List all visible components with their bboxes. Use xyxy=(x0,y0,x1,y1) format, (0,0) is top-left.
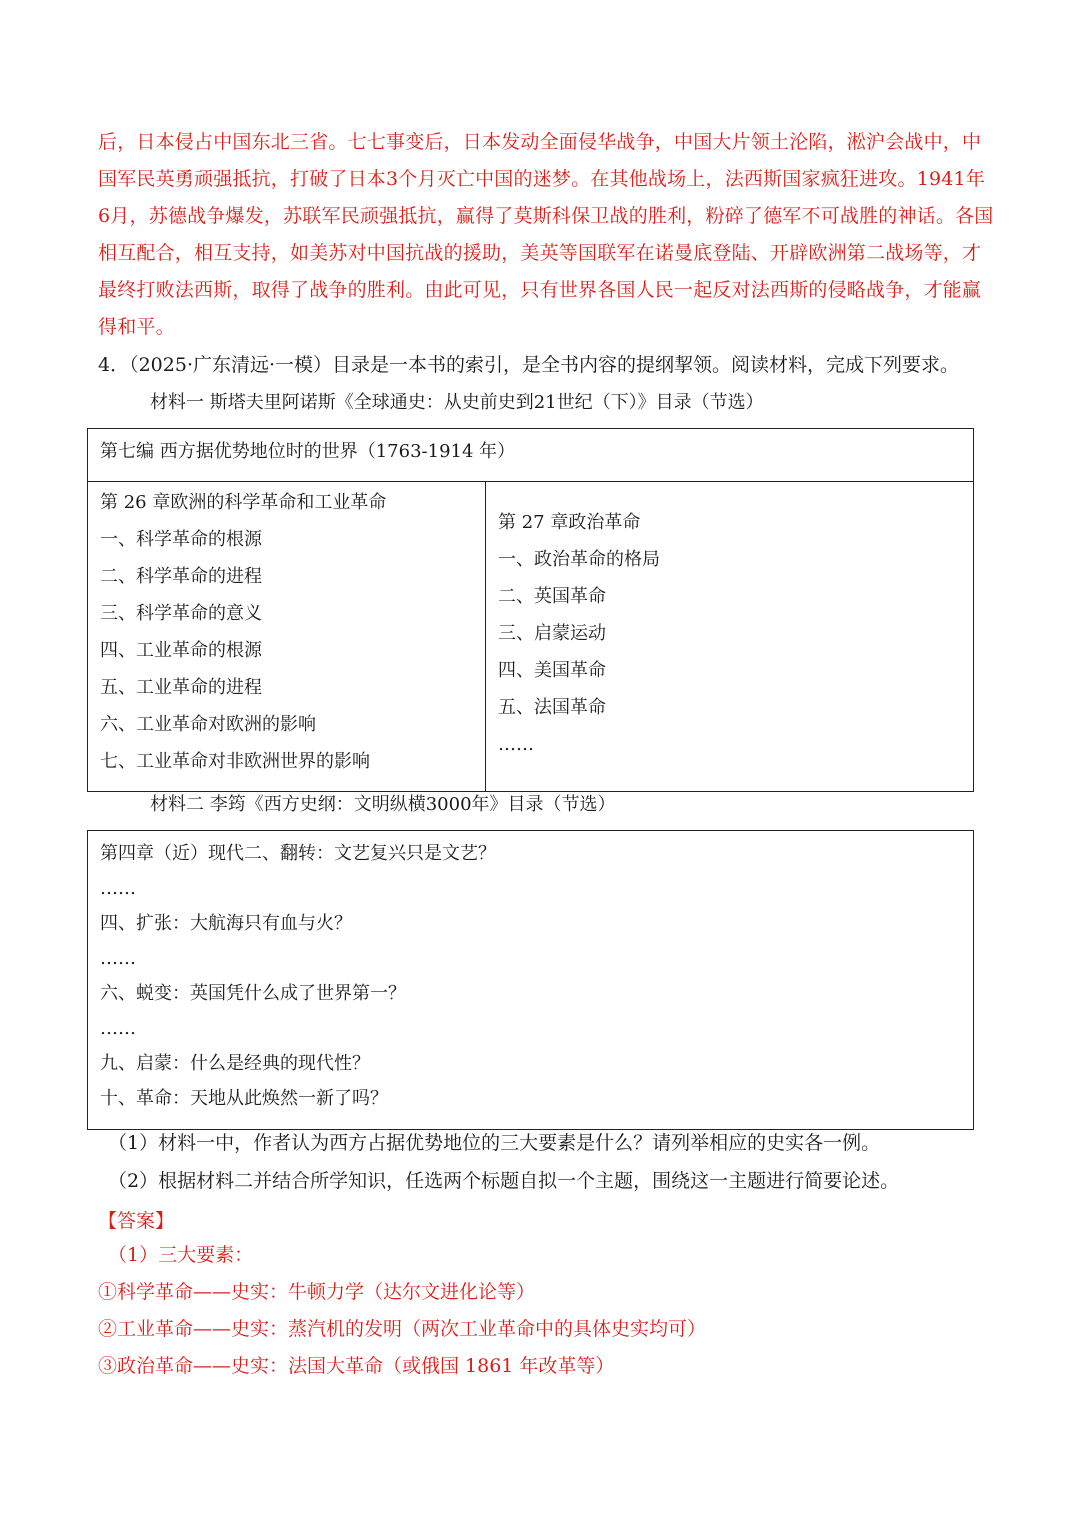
answer-line: ③政治革命——史实：法国大革命（或俄国 1861 年改革等） xyxy=(98,1355,615,1377)
list-item: …… xyxy=(498,734,534,755)
sub-question-1: （1）材料一中，作者认为西方占据优势地位的三大要素是什么？请列举相应的史实各一例。 xyxy=(108,1132,881,1154)
list-item: 第四章（近）现代二、翻转：文艺复兴只是文艺？ xyxy=(100,843,496,864)
answer-paragraph xyxy=(98,124,994,346)
material-2-title: 材料二 李筠《西方史纲：文明纵横3000年》目录（节选） xyxy=(150,794,616,815)
material-1-left-column xyxy=(88,482,486,791)
list-item: 七、工业革命对非欧洲世界的影响 xyxy=(100,751,370,772)
paragraph-line: 6月，苏德战争爆发，苏联军民顽强抵抗，赢得了莫斯科保卫战的胜利，粉碎了德军不可战胜的神话。各国 xyxy=(98,205,994,227)
answer-line: ①科学革命——史实：牛顿力学（达尔文进化论等） xyxy=(98,1281,536,1303)
list-item: 二、科学革命的进程 xyxy=(100,566,262,587)
material-1-title: 材料一 斯塔夫里阿诺斯《全球通史：从史前史到21世纪（下）》目录（节选） xyxy=(150,392,764,413)
list-item: …… xyxy=(100,1018,136,1039)
list-item: …… xyxy=(100,878,136,899)
list-item: 二、英国革命 xyxy=(498,586,606,607)
list-item: 五、法国革命 xyxy=(498,697,606,718)
question-4: 4．（2025·广东清远·一模）目录是一本书的索引，是全书内容的提纲挈领。阅读材料，完成下列要求。 xyxy=(98,354,960,376)
material-2-table xyxy=(87,830,974,1130)
paragraph-line: 国军民英勇顽强抵抗，打破了日本3个月灭亡中国的迷梦。在其他战场上，法西斯国家疯狂进攻。1941年 xyxy=(98,168,986,190)
list-item: 一、科学革命的根源 xyxy=(100,529,262,550)
list-item: 三、启蒙运动 xyxy=(498,623,606,644)
list-item: 一、政治革命的格局 xyxy=(498,549,660,570)
list-item: 四、工业革命的根源 xyxy=(100,640,262,661)
list-item: 四、扩张：大航海只有血与火？ xyxy=(100,913,352,934)
sub-question-2: （2）根据材料二并结合所学知识，任选两个标题自拟一个主题，围绕这一主题进行简要论述。 xyxy=(108,1170,900,1192)
paragraph-line: 得和平。 xyxy=(98,316,175,338)
list-item: 四、美国革命 xyxy=(498,660,606,681)
answer-line: ②工业革命——史实：蒸汽机的发明（两次工业革命中的具体史实均可） xyxy=(98,1318,707,1340)
list-item: …… xyxy=(100,948,136,969)
list-item: 六、蜕变：英国凭什么成了世界第一？ xyxy=(100,983,406,1004)
list-item: 十、革命：天地从此焕然一新了吗？ xyxy=(100,1088,388,1109)
paragraph-line: 后，日本侵占中国东北三省。七七事变后，日本发动全面侵华战争，中国大片领土沦陷，淞沪会战中，中 xyxy=(98,131,982,153)
material-1-table-header: 第七编 西方据优势地位时的世界（1763-1914 年） xyxy=(88,429,973,482)
list-item: 六、工业革命对欧洲的影响 xyxy=(100,714,316,735)
answer-label: 【答案】 xyxy=(98,1210,175,1232)
list-item: 第 27 章政治革命 xyxy=(498,512,641,533)
material-1-table xyxy=(87,428,974,792)
paragraph-line: 最终打败法西斯，取得了战争的胜利。由此可见，只有世界各国人民一起反对法西斯的侵略战争，才能赢 xyxy=(98,279,982,301)
list-item: 五、工业革命的进程 xyxy=(100,677,262,698)
material-1-right-column xyxy=(486,482,973,791)
list-item: 第 26 章欧洲的科学革命和工业革命 xyxy=(100,492,387,513)
answer-line: （1）三大要素： xyxy=(108,1244,254,1266)
list-item: 三、科学革命的意义 xyxy=(100,603,262,624)
list-item: 九、启蒙：什么是经典的现代性？ xyxy=(100,1053,370,1074)
paragraph-line: 相互配合，相互支持，如美苏对中国抗战的援助，美英等国联军在诺曼底登陆、开辟欧洲第二战场等，才 xyxy=(98,242,982,264)
